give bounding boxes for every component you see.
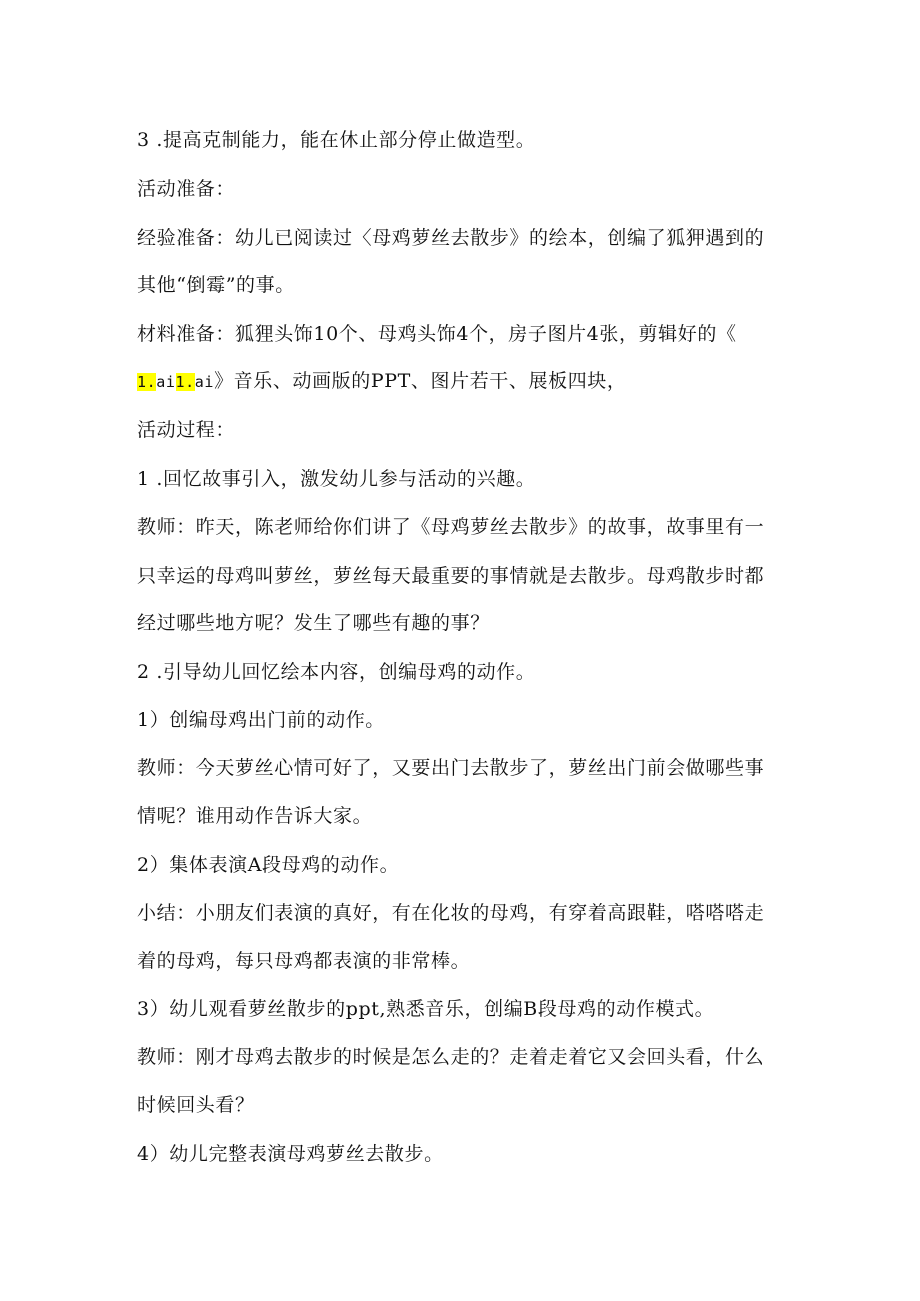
- text-line-5: 材料准备：狐狸头饰10个、母鸡头饰4个，房子图片4张，剪辑好的《: [137, 323, 737, 345]
- text-line-8: 1 .回忆故事引入，激发幼儿参与活动的兴趣。: [137, 468, 536, 490]
- music-line: [137, 368, 627, 395]
- text-line-20: 教师：刚才母鸡去散步的时候是怎么走的？走着走着它又会回头看，什么: [137, 1046, 765, 1068]
- music-text-rest: 》音乐、动画版的PPT、图片若干、展板四块，: [214, 370, 627, 392]
- text-line-10: 只幸运的母鸡叫萝丝，萝丝每天最重要的事情就是去散步。母鸡散步时都: [137, 565, 765, 587]
- text-line-9: 教师：昨天，陈老师给你们讲了《母鸡萝丝去散步》的故事，故事里有一: [137, 516, 765, 538]
- text-line-12: 2 .引导幼儿回忆绘本内容，创编母鸡的动作。: [137, 661, 536, 683]
- text-line-13: 1）创编母鸡出门前的动作。: [137, 709, 385, 731]
- text-line-11: 经过哪些地方呢？发生了哪些有趣的事？: [137, 612, 490, 634]
- text-line-18: 着的母鸡，每只母鸡都表演的非常棒。: [137, 950, 471, 972]
- highlight-1: 1.: [137, 373, 157, 391]
- text-line-4: 其他“倒霉”的事。: [137, 274, 295, 296]
- text-line-1: 3 .提高克制能力，能在休止部分停止做造型。: [137, 129, 536, 151]
- text-line-22: 4）幼儿完整表演母鸡萝丝去散步。: [137, 1143, 444, 1165]
- heading-activity-process: 活动过程：: [137, 419, 236, 441]
- text-line-15: 情呢？谁用动作告诉大家。: [137, 805, 373, 827]
- music-text-2: ai: [194, 373, 215, 391]
- text-line-16: 2）集体表演A段母鸡的动作。: [137, 854, 400, 876]
- heading-activity-preparation: 活动准备：: [137, 178, 236, 200]
- music-text-1: ai: [156, 373, 176, 391]
- text-line-14: 教师：今天萝丝心情可好了，又要出门去散步了，萝丝出门前会做哪些事: [137, 757, 765, 779]
- text-line-21: 时候回头看？: [137, 1094, 255, 1116]
- text-line-17: 小结：小朋友们表演的真好，有在化妆的母鸡，有穿着高跟鞋，嗒嗒嗒走: [137, 902, 765, 924]
- text-line-3: 经验准备：幼儿已阅读过〈母鸡萝丝去散步》的绘本，创编了狐狎遇到的: [137, 227, 765, 249]
- highlight-2: 1.: [175, 373, 195, 391]
- text-line-19: 3）幼儿观看萝丝散步的ppt,熟悉音乐，创编B段母鸡的动作模式。: [137, 998, 715, 1020]
